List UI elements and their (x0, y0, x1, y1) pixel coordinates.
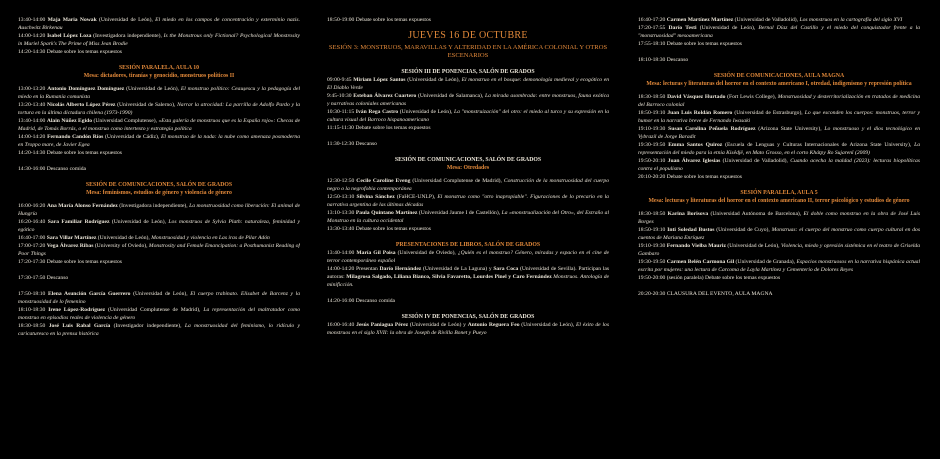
program-entry: 13:10-13:30 Paula Quintano Martínez (Universidad Jaume I de Castellón), La «monstrualización del Otro», del Extraño al Monstruo en la cultura occidental (327, 210, 609, 224)
closing-entry: 20:20-20:30 CLAUSURA DEL EVENTO, AULA MAGNA (638, 291, 773, 297)
program-entry: 19:30-19:50 Carmen Belén Carmona Gil (Universidad de Granada), Espacios monstruosos en la narrativa hispánica actual escrita por mujeres: una lectura de Carcoma de Layla Martínez y Cementerio de Dolores Reyes (638, 259, 920, 273)
program-entry: 18:50-19:10 Inti Soledad Bustos (Universidad de Cuyo), Monstruas: el cuerpo del monstruo como cuerpo cultural en dos cuentos de Mariana Enríquez (638, 227, 920, 241)
debate-entry: 20:10-20:20 Debate sobre los temas expuestos (638, 174, 742, 180)
break-entry: 17:30-17:50 Descanso (18, 275, 69, 281)
debate-entry: 19:50-20:00 (sesión paralela) Debate sobre los temas expuestos (638, 275, 781, 281)
session-subheading: Mesa: lecturas y literaturas del horror en el contexto americano I, otredad, indigenismo y represión política (646, 81, 912, 87)
session-subheading: Mesa: lecturas y literaturas del horror en el contexto americano II, terror psicológico y estudios de género (648, 198, 910, 204)
debate-entry: 17:20-17:30 Debate sobre los temas expuestos (18, 259, 122, 265)
program-entry: 18:30-18:50 José Luis Rabal García (Investigador independiente), La monstruosidad del feminismo, lo ridículo y caricaturesco en la prensa histórica (18, 323, 300, 337)
break-entry: 18:10-18:30 Descanso (638, 57, 689, 63)
program-entry: 13:20-13:40 Nicolás Alberto López Pérez (Universidad de Salerno), Narrar la atrocidad: La parrilla de Adolfo Pardo y la tortura en la última dictadura chilena (1973-1990) (18, 102, 300, 116)
program-entry: 13:40-14:00 Maja Maria Nowak (Universidad de León), El miedo en los campos de concentración y exterminio nazis. Auschwitz Birkenau (18, 17, 300, 31)
session-subheading: Mesa: Otredades (446, 165, 490, 171)
session-heading: SESIÓN PARALELA, AULA 10 (118, 65, 200, 71)
debate-entry: 13:30-13:40 Debate sobre los temas expuestos (327, 226, 431, 232)
session-heading: SESIÓN III DE PONENCIAS, SALÓN DE GRADOS (401, 69, 535, 75)
program-entry: 18:30-18:50 David Vásquez Hurtado (Fort Lewis College), Monstruosidad y desterritorialización en tratados de medicina del Barroco colonial (638, 94, 920, 108)
program-entry: 18:30-18:50 Karina Borisova (Universidad Autónoma de Barcelona), El doble como monstruo en la obra de José Luis Borges (638, 211, 920, 225)
program-entry: 17:50-18:10 Elena Asunción García Guerrero (Universidad de León), El cuerpo trabinato. Elisabet de Barcenz y la monstruosidad de lo femenino (18, 291, 300, 305)
debate-entry: 14:20-14:30 Debate sobre los temas expuestos (18, 49, 122, 55)
session-heading: SESIÓN DE COMUNICACIONES, SALÓN DE GRADOS (85, 182, 233, 188)
program-entry: 19:50-20:10 Juan Álvarez Iglesias (Universidad de Valladolid), Cuando acecha la maldad (2023): lecturas biopolíticas contra el populismo (638, 158, 920, 172)
program-entry: 12:50-13:10 Silvina Sánchez (FaHCE-UNLP), El monstruo como "otro inapropiable". Figuraciones de lo precario en la narrativa argentina de las últimas décadas (327, 194, 609, 208)
debate-entry: 18:50-19:00 Debate sobre los temas expuestos (327, 17, 431, 23)
break-entry: 11:30-12:30 Descanso (327, 141, 377, 147)
session-subheading: Mesa: dictadores, tiranías y genocidio, monstruos políticos II (83, 73, 235, 79)
session-heading: SESIÓN DE COMUNICACIONES, AULA MAGNA (713, 73, 845, 79)
program-entry: 18:10-18:30 Irene López-Rodríguez (Universidad Complutense de Madrid), La representación del maltratador como monstruo en episodios reales de violencia de género (18, 307, 300, 321)
break-entry: 14:20-16:00 Descanso comida (327, 298, 396, 304)
debate-entry: 17:55-18:10 Debate sobre los temas expuestos (638, 41, 742, 47)
program-entry: 16:00-16:40 Jesús Paniagua Pérez (Universidad de León) y Antonio Reguera Feo (Universidad de León), El éxito de los monstruos en el siglo XVII: la obra de Joseph de Rivilla Bonet y Pueyo (327, 322, 609, 336)
program-entry: 13:40-14:00 María Gil Poisa (Universidad de Oviedo), ¿Quién es el monstruo? Género, miradas y espacio en el cine de terror contemporáneo español (327, 250, 609, 264)
session-heading: SESIÓN PARALELA, AULA 5 (740, 190, 818, 196)
debate-entry: 14:20-14:30 Debate sobre los temas expuestos (18, 150, 122, 156)
program-entry: 9:45-10:30 Esteban Álvarez Cuartero (Universidad de Salamanca), La mirada asombrada: entre monstruos, fauna exótica y narrativas coloniales americanas (327, 93, 609, 107)
program-entry: 19:10-19:30 Susan Carolina Peñuela Rodríguez (Arizona State University), Lo monstruoso y el dios tecnológico en Vybrazil de Jorge Baradit (638, 126, 920, 140)
session-heading: SESIÓN IV DE PONENCIAS, SALÓN DE GRADOS (401, 314, 535, 320)
session-theme: SESIÓN 3: MONSTRUOS, MARAVILLAS Y ALTERIDAD EN LA AMÉRICA COLONIAL Y OTROS ESCENARIOS (328, 44, 608, 59)
program-column-2 (327, 16, 609, 459)
program-entry: 18:50-19:10 Juan Luis Roldán Romero (Universidad de Estrasburgo), Lo que esconden los cuerpos: monstruos, terror y humor en la narrativa breve de Fernando Iwasaki (638, 110, 920, 124)
debate-entry: 11:15-11:30 Debate sobre los temas expuestos (327, 125, 431, 131)
program-entry: 16:40-17:20 Carmen Martínez Martínez (Universidad de Valladolid), Los monstruos en la cartografía del siglo XVI (638, 17, 903, 23)
program-entry: 13:40-14:00 Alain Núñez Egido (Universidad Complutense), «Esta galería de monstruos que es la España rojo»: Checas de Madrid, de Tomás Borrás, o el monstruo como intertexto y estrategia política (18, 118, 300, 132)
program-column-3 (638, 16, 920, 459)
program-entry: 16:20-16:40 Sara Familiar Rodríguez (Universidad de León), Los monstruos de Sylvia Plath: naturaleza, feminidad y egótico (18, 219, 300, 233)
program-entry: 10:30-11:15 Iván Rega Castro (Universidad de León), La "monstruización" del otro: el miedo al turco y su expresión en la cultura visual del Barroco hispanoamericano (327, 109, 609, 123)
program-entry: 17:20-17:55 Darío Testi (Universidad de León), Bernal Díaz del Castillo y el miedo del conquistador frente a la "monstruosidad" mesoamericana (638, 25, 920, 39)
program-entry: 14:00-14:20 Fernando Candón Ríos (Universidad de Cádiz), El monstruo de la nada: la nube como amenaza posmoderna en Troppo mare, de Javier Egea (18, 134, 300, 148)
session-heading: SESIÓN DE COMUNICACIONES, SALÓN DE GRADOS (394, 157, 542, 163)
program-entry: 14:00-14:20 Isabel López Loza (Investigadora independiente), Is the Monstrous only Fictional? Psychological Monstrosity in Muriel Spark's The Prime of Miss Jean Brodie (18, 33, 300, 47)
program-entry: 12:30-12:50 Cecile Caroline Eveng (Universidad Complutense de Madrid), Construcción de la monstruosidad del cuerpo negro o la negrofobia contemporánea (327, 178, 609, 192)
session-heading: PRESENTACIONES DE LIBROS, SALÓN DE GRADOS (395, 242, 541, 248)
program-entry: 09:00-9:45 Miriam López Santos (Universidad de León), El monstruo en el bosque: demonología medieval y ecogótico en El Diablo Verde (327, 77, 609, 91)
program-entry: 19:30-19:50 Emma Santos Quiroz (Escuela de Lenguas y Culturas Internacionales de Arizona State University), La representación del miedo para la etnia Kisêdjê, en Mato Grosso, en el corto Khátpy Ro Sujarenî (2009) (638, 142, 920, 156)
break-entry: 14:30-16:00 Descanso comida (18, 166, 87, 172)
program-entry: 14:00-14:20 Presentan Darío Hernández (Universidad de La Laguna) y Sara Coca (Universidad de Sevilla). Participan las autoras: Milagrosa Salgado, Liliana Bianco, Silvia Favaretto, Lourdes Pinel y Caro Fernández Monstruos. Antología de minificción. (327, 266, 609, 288)
program-entry: 17:00-17:20 Vega Álvarez Ribas (University of Oviedo), Monstrosity and Female Emancipation: a Posthumanist Reading of Poor Things (18, 243, 300, 257)
day-heading: JUEVES 16 DE OCTUBRE (408, 30, 528, 41)
program-entry: 19:10-19:30 Fernando Vielba Mauriz (Universidad de León), Violencia, miedo y opresión sistémica en el teatro de Griselda Gambaro (638, 243, 920, 257)
program-entry: 13:00-13:20 Antonio Domínguez Domínguez (Universidad de León), El monstruo político: Ceaușescu y la pedagogía del miedo en la Rumanía comunista (18, 86, 300, 100)
session-subheading: Mesa: feminismos, estudios de género y violencia de género (86, 190, 232, 196)
program-entry: 16:00-16:20 Ana María Alonso Fernández (Investigadora independiente), La monstruosidad como liberación: El animal de Hungría (18, 203, 300, 217)
program-column-1 (18, 16, 300, 459)
program-entry: 16:40-17:00 Sara Villar Martínez (Universidad de León), Monstruosidad y violencia en Las iras de Pilar Adón (18, 235, 270, 241)
